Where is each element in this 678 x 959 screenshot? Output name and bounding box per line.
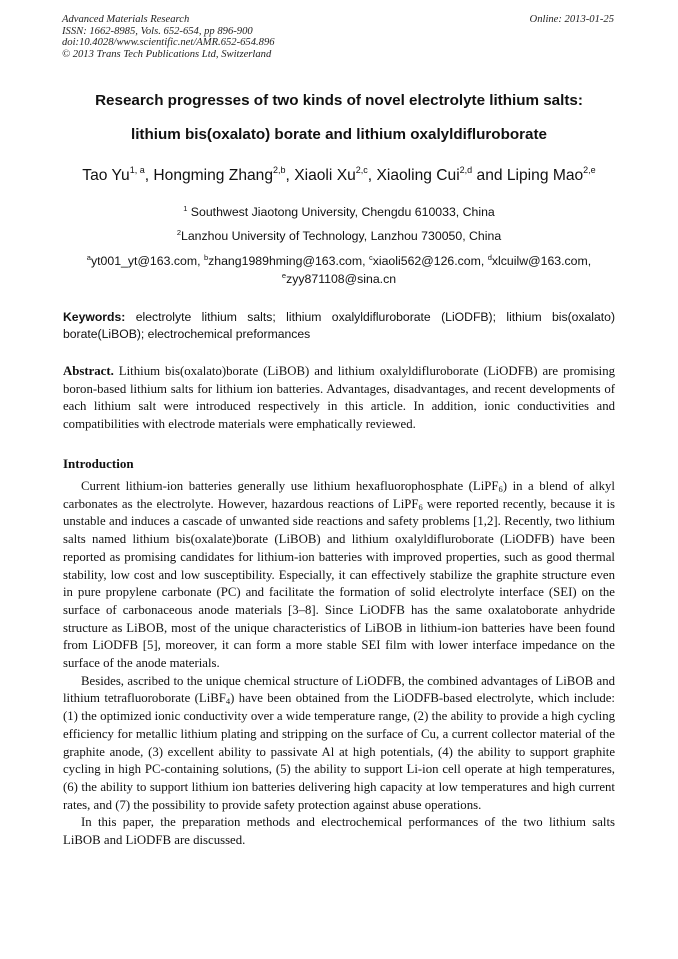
journal-header: [62, 14, 275, 61]
affiliation-2: [40, 228, 638, 243]
keywords-section: [63, 309, 615, 343]
email-e: zyy871108@sina.cn: [286, 272, 397, 286]
affiliation-1: [40, 204, 638, 219]
paragraph-text: ) have been obtained from the LiODFB-based electrolyte, which include: (1) the optimized ionic conductivity over a wide temperature range, (2) the ability to provide a high cycling efficiency for metallic lithium plating and stripping on the surface of Cu, a current collector material of the graphite anode, (3) excellent ability to passivate Al at high potentials, (4) the ability to support graphite cycling in high PC-containing solutions, (5) the ability to support Li-ion cell operate at high temperatures, (6) the ability to support lithium ion batteries delivering high capacity at low temperatures and high current rates, and (7) the possibility to provide safety protection against abuse operations.: [63, 691, 615, 812]
subscript: 6: [498, 484, 503, 494]
affiliation-text: Southwest Jiaotong University, Chengdu 610033, China: [190, 205, 495, 219]
author-name: Liping Mao: [506, 167, 584, 184]
email-mark: d: [487, 253, 492, 262]
author-affiliation-mark: 1, a: [129, 165, 145, 175]
email-mark: a: [86, 253, 91, 262]
introduction-body: [63, 478, 615, 850]
subscript: 4: [225, 696, 231, 707]
author-separator: ,: [144, 167, 154, 184]
author-affiliation-mark: 2,c: [355, 165, 368, 175]
author-list: [30, 165, 648, 185]
introduction-heading: Introduction: [63, 456, 134, 471]
email-line-1: [40, 253, 638, 268]
author-name: Xiaoli Xu: [294, 167, 356, 184]
email-b: zhang1989hming@163.com,: [208, 254, 369, 268]
abstract-section: [63, 363, 615, 433]
abstract-label: Abstract.: [63, 364, 114, 378]
author-separator: ,: [285, 167, 295, 184]
online-date: Online: 2013-01-25: [529, 14, 614, 25]
email-d: xlcuilw@163.com,: [491, 254, 592, 268]
author-affiliation-mark: 2,b: [273, 165, 286, 175]
email-mark: e: [281, 271, 287, 280]
email-mark: b: [203, 253, 209, 262]
paragraph: [63, 673, 615, 815]
journal-issn: ISSN: 1662-8985, Vols. 652-654, pp 896-900: [62, 25, 253, 37]
paragraph-text: were reported recently, because it is unstable and induces a cascade of unwanted side reactions and safety problems [1,2]. Recently, two lithium salts named lithium bis(oxalate)borate (LiBOB) and lithium oxalyldifluroborate (LiODFB) have been reported as promising candidates for lithium-ion batteries with improved properties, such as good thermal stability, low cost and low susceptibility. Especially, it can effectively stabilize the graphite structure even in pure propylene carbonate (PC) and facilitate the formation of solid electrolyte interface (SEI) on the surface of carbonaceous anode materials [3–8]. Since LiODFB has the same oxalatoborate anhydride structure as LiBOB, most of the unique characteristics of LiBOB in lithium-ion batteries have been found from LiODFB [5], moreover, it can form a more stable SEI film with lower interface impedance on the surface of the anode materials.: [63, 496, 615, 671]
paragraph: In this paper, the preparation methods and electrochemical performances of the two lithium salts LiBOB and LiODFB are discussed.: [63, 815, 615, 848]
journal-copyright: © 2013 Trans Tech Publications Ltd, Switzerland: [62, 49, 272, 61]
author-affiliation-mark: 2,d: [459, 165, 473, 175]
subscript: 6: [418, 501, 423, 512]
paper-title-line-1: Research progresses of two kinds of novel electrolyte lithium salts:: [95, 92, 583, 109]
keywords-label: Keywords:: [63, 310, 126, 324]
abstract-text: Lithium bis(oxalato)borate (LiBOB) and lithium oxalyldifluroborate (LiODFB) are promising boron-based lithium salts for lithium ion batteries. Advantages, disadvantages, and recent developments of each lithium salt were introduced respectively in this article. In addition, ionic conductivities and compatibilities with electrode materials were emphatically reviewed.: [63, 364, 615, 431]
author-affiliation-mark: 2,e: [583, 165, 596, 175]
author-separator: and: [472, 167, 507, 184]
paragraph-text: ) in a blend of alkyl carbonates as the electrolyte. However, hazardous reactions of LiPF: [63, 479, 615, 511]
author-name: Tao Yu: [82, 167, 130, 184]
email-line-2: [40, 271, 638, 286]
journal-name: Advanced Materials Research: [62, 14, 190, 25]
paragraph-text: Current lithium-ion batteries generally use lithium hexafluorophosphate (LiPF: [81, 479, 499, 493]
email-a: yt001_yt@163.com,: [90, 254, 204, 268]
email-mark: c: [368, 253, 373, 262]
paper-title-line-2: lithium bis(oxalato) borate and lithium oxalyldifluroborate: [130, 126, 547, 143]
paragraph: [63, 478, 615, 673]
affiliation-mark: 2: [176, 228, 181, 237]
affiliation-text: Lanzhou University of Technology, Lanzhou 730050, China: [181, 229, 502, 243]
affiliation-mark: 1: [183, 204, 188, 213]
paragraph-text: Besides, ascribed to the unique chemical structure of LiODFB, the combined advantages of LiBOB and lithium tetrafluoroborate (LiBF: [63, 673, 615, 706]
author-name: Xiaoling Cui: [376, 167, 460, 184]
email-c: xiaoli562@126.com,: [372, 254, 488, 268]
keywords-text: electrolyte lithium salts; lithium oxalyldifluroborate (LiODFB); lithium bis(oxalato) borate(LiBOB); electrochemical preformances: [63, 310, 615, 341]
author-separator: ,: [367, 167, 377, 184]
journal-doi: doi:10.4028/www.scientific.net/AMR.652-654.896: [62, 37, 275, 49]
author-name: Hongming Zhang: [153, 167, 274, 184]
